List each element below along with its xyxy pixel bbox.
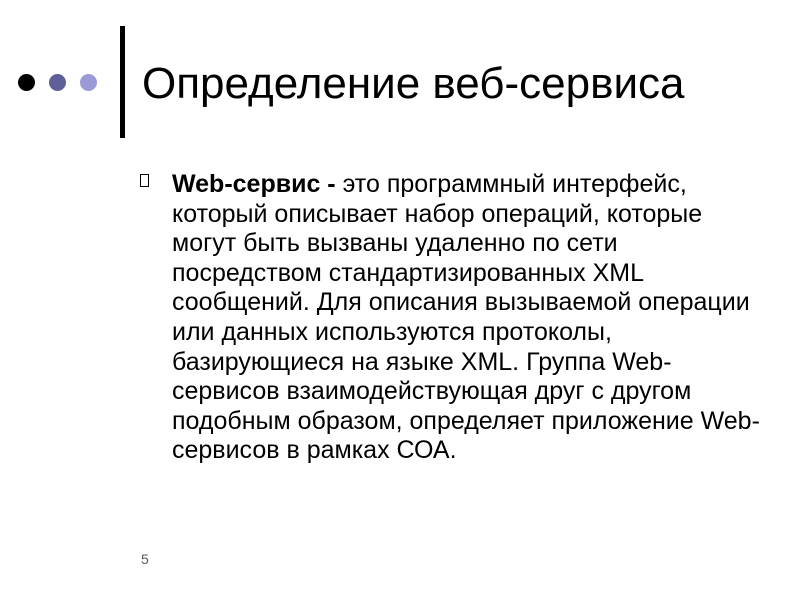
- page-number: 5: [141, 551, 149, 567]
- dot-icon: [80, 74, 97, 91]
- bullet-term: Web-сервис -: [172, 170, 343, 198]
- bullet-text: [172, 170, 772, 466]
- bullet-square-icon: [140, 174, 149, 187]
- dot-icon: [18, 74, 35, 91]
- bullet-body: это программный интерфейс, который описывает набор операций, которые могут быть вызваны удаленно по сети посредством стандартизированных XML сообщений. Для описания вызываемой операции или данных используются протоколы, базирующиеся на языке XML. Группа Web-сервисов взаимодействующая друг с другом подобным образом, определяет приложение Web-сервисов в рамках СОА.: [172, 170, 760, 465]
- title-divider: [120, 26, 125, 138]
- title-decoration-dots: [18, 72, 111, 92]
- dot-icon: [49, 74, 66, 91]
- slide-title: Определение веб-сервиса: [142, 59, 685, 108]
- bullet-item: [140, 170, 760, 466]
